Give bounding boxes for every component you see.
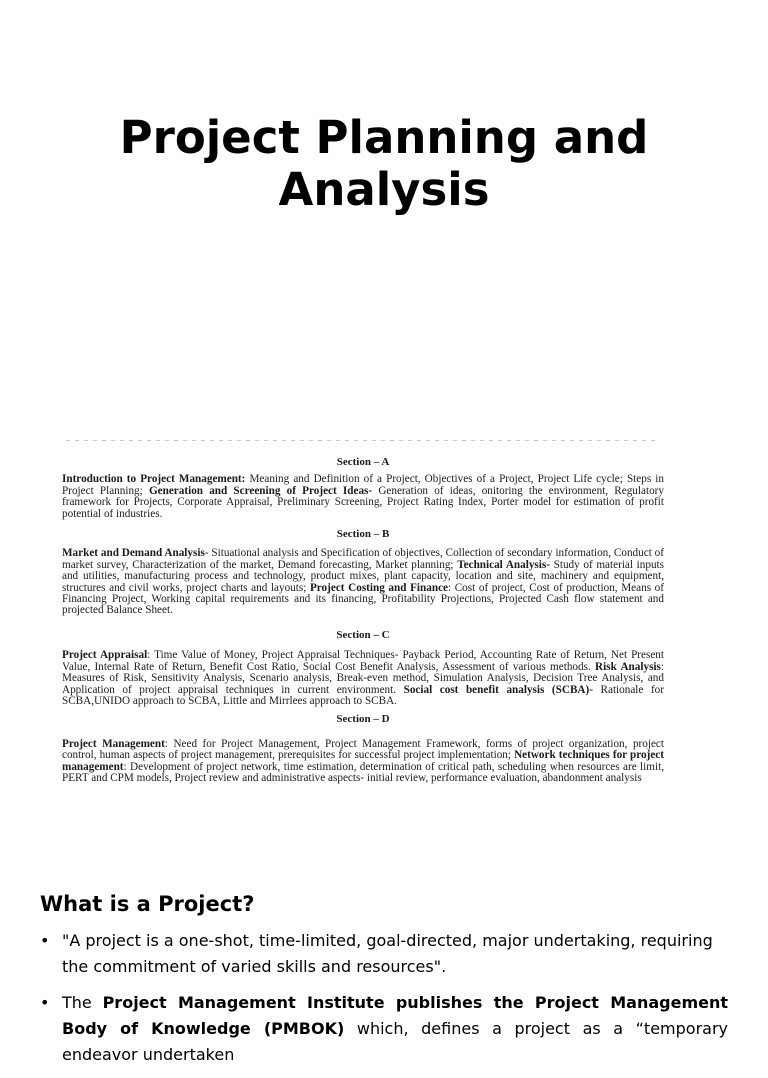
section-term: Project Appraisal bbox=[62, 649, 148, 662]
section-term: Market and Demand Analysis bbox=[62, 547, 205, 560]
syllabus-section bbox=[62, 714, 664, 784]
section-heading: Section – D bbox=[336, 713, 390, 726]
section-term: Social cost benefit analysis (SCBA)- bbox=[403, 683, 593, 696]
section-text: : Measures of Risk, Sensitivity Analysis, Scenario analysis, Break-even method, Simulation Analysis, Decision Tree Analysis, and Application of project appraisal techniques in current environment. bbox=[62, 660, 664, 696]
section-text: Rationale for SCBA,UNIDO approach to SCBA, Little and Mirrlees approach to SCBA. bbox=[62, 683, 664, 707]
section-term: Generation and Screening of Project Ideas- bbox=[148, 484, 373, 497]
section-term: Project Management bbox=[62, 737, 165, 750]
section-text: Generation of ideas, onitoring the environment, Regulatory framework for Projects, Corporate Appraisal, Preliminary Screening, Project Rating Index, Porter model for estimation of profit potential of industries. bbox=[62, 484, 664, 520]
syllabus-section bbox=[62, 457, 664, 520]
bullet-icon: • bbox=[40, 931, 50, 950]
section-heading: Section – A bbox=[336, 456, 390, 468]
section-text: : Cost of project, Cost of production, Means of Financing Project, Working capital requirements and its financing, Profitability Projections, Projected Cash flow statement and projected Balance Sheet. bbox=[62, 581, 664, 617]
section-body bbox=[62, 474, 664, 520]
section-term: Project Costing and Finance bbox=[309, 581, 448, 594]
section-term: Network techniques for project management bbox=[62, 749, 664, 773]
section-term: Introduction to Project Management: bbox=[62, 473, 246, 486]
section-text: : Development of project network, time estimation, determination of critical path, scheduling when resources are limit, PERT and CPM models, Project review and administrative aspects- initial review, performance evaluation, abandonment analysis bbox=[62, 760, 664, 784]
bullet-text: which, defines a project as a “temporary endeavor undertaken bbox=[62, 1019, 729, 1064]
bullet-emphasis: Project Management Institute publishes the Project Management Body of Knowledge (PMBOK) bbox=[62, 993, 729, 1038]
syllabus-section bbox=[62, 529, 664, 617]
section-text: : Need for Project Management, Project Management Framework, forms of project organization, project control, human aspects of project management, prerequisites for successful project implementation; bbox=[62, 737, 664, 762]
section-text: : Time Value of Money, Project Appraisal Techniques- Payback Period, Accounting Rate of Return, Net Present Value, Internal Rate of Return, Benefit Cost Ratio, Social Cost Benefit Analysis, Assessment of various methods. bbox=[62, 649, 665, 673]
section-heading-what-is-project: What is a Project? bbox=[40, 892, 255, 916]
syllabus-section bbox=[62, 630, 664, 707]
section-body bbox=[62, 650, 664, 707]
page-title: Project Planning and Analysis bbox=[119, 111, 649, 216]
section-body bbox=[62, 548, 664, 616]
bullet-text: The bbox=[62, 993, 103, 1012]
section-text: Meaning and Definition of a Project, Objectives of a Project, Project Life cycle; Steps in Project Planning; bbox=[62, 473, 664, 497]
section-term: Technical Analysis- bbox=[457, 558, 550, 571]
section-heading: Section – B bbox=[336, 528, 390, 541]
bullet-text: "A project is a one-shot, time-limited, goal-directed, major undertaking, requiring the commitment of varied skills and resources". bbox=[62, 931, 713, 976]
section-text: - Situational analysis and Specification of objectives, Collection of secondary information, Conduct of market survey, Characterization of the market, Demand forecasting, Market planning; bbox=[62, 547, 664, 571]
section-term: Risk Analysis bbox=[595, 660, 661, 673]
bullet-icon: • bbox=[40, 993, 50, 1012]
syllabus-scan bbox=[62, 440, 664, 840]
list-item bbox=[40, 990, 728, 1068]
scan-edge-line bbox=[66, 440, 660, 441]
section-heading: Section – C bbox=[336, 628, 390, 641]
list-item bbox=[40, 928, 728, 980]
section-text: Study of material inputs and utilities, manufacturing process and technology, product mixes, plant capacity, location and site, machinery and equipment, structures and civil works, project charts and layouts; bbox=[62, 558, 665, 594]
definition-list bbox=[40, 928, 728, 1078]
section-body bbox=[62, 739, 664, 785]
